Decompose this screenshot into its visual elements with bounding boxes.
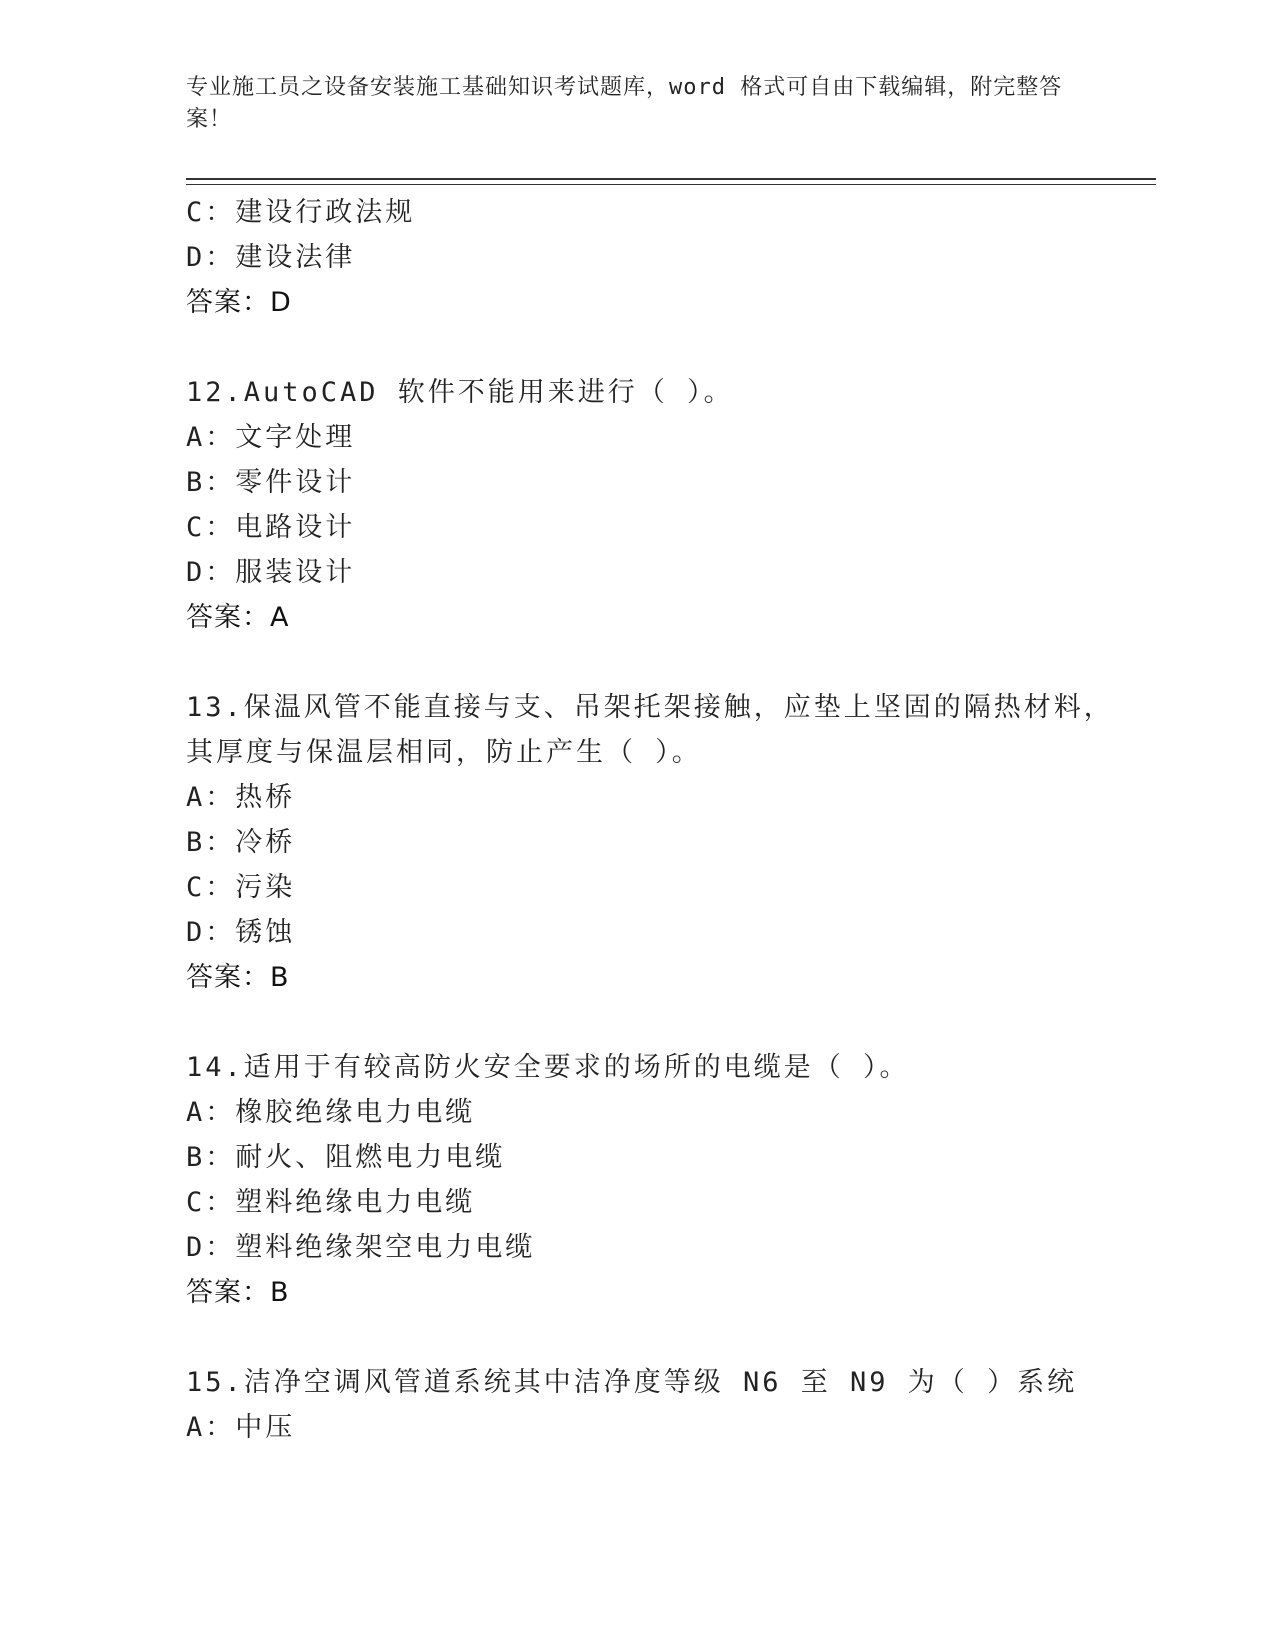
- q14-answer: 答案：B: [186, 1277, 290, 1308]
- q15-option-a: A：中压: [186, 1412, 296, 1443]
- q14-option-c: C：塑料绝缘电力电缆: [186, 1187, 476, 1218]
- q13-question-line1: 13.保温风管不能直接与支、吊架托架接触，应垫上坚固的隔热材料，: [186, 692, 1114, 723]
- q11-option-d: D：建设法律: [186, 242, 356, 273]
- document-header: 专业施工员之设备安装施工基础知识考试题库，word 格式可自由下载编辑，附完整答案！: [186, 75, 1063, 132]
- q13-option-a: A：热桥: [186, 782, 296, 813]
- q11-option-c: C：建设行政法规: [186, 197, 416, 228]
- q15-question: 15.洁净空调风管道系统其中洁净度等级 N6 至 N9 为（ ）系统: [186, 1367, 1078, 1398]
- q14-option-d: D：塑料绝缘架空电力电缆: [186, 1232, 536, 1263]
- q14-option-a: A：橡胶绝缘电力电缆: [186, 1097, 476, 1128]
- q12-option-a: A：文字处理: [186, 422, 356, 453]
- q11-answer: 答案：D: [186, 287, 292, 318]
- q12-option-b: B：零件设计: [186, 467, 356, 498]
- q13-option-d: D：锈蚀: [186, 917, 296, 948]
- q12-question: 12.AutoCAD 软件不能用来进行（ ）。: [186, 377, 734, 408]
- q14-question: 14.适用于有较高防火安全要求的场所的电缆是（ ）。: [186, 1052, 910, 1083]
- q12-option-d: D：服装设计: [186, 557, 356, 588]
- q13-option-c: C：污染: [186, 872, 296, 903]
- header-divider-thin: [186, 184, 1156, 185]
- q14-option-b: B：耐火、阻燃电力电缆: [186, 1142, 506, 1173]
- q13-option-b: B：冷桥: [186, 827, 296, 858]
- q13-answer: 答案：B: [186, 962, 290, 993]
- q12-answer: 答案：A: [186, 602, 290, 633]
- q12-option-c: C：电路设计: [186, 512, 356, 543]
- q13-question-line2: 其厚度与保温层相同，防止产生（ ）。: [186, 737, 702, 768]
- header-divider: [186, 178, 1156, 180]
